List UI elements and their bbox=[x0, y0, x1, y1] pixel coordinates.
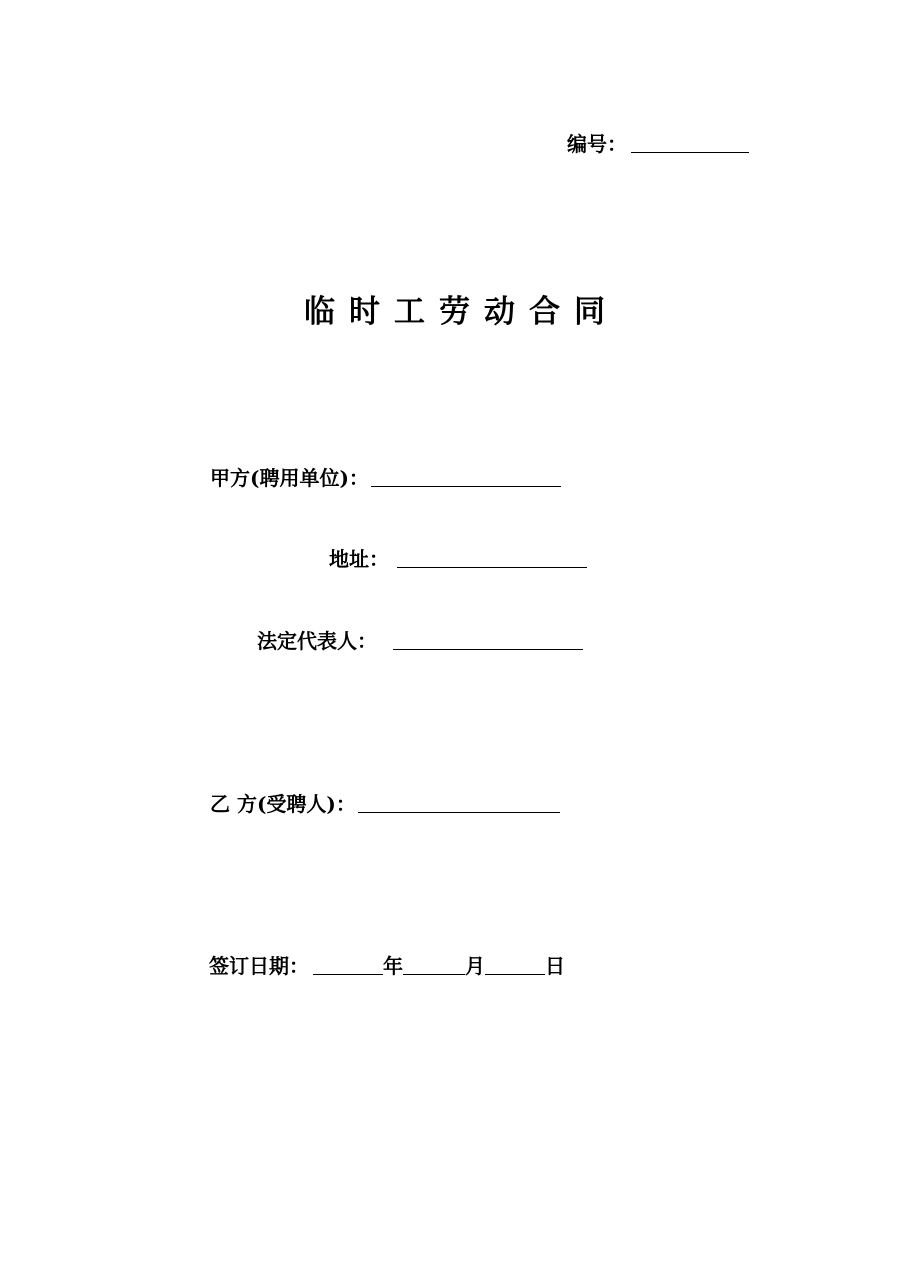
address-field bbox=[329, 547, 587, 571]
legal-rep-field bbox=[257, 629, 583, 653]
party-b-label: 乙 方(受聘人)： bbox=[210, 792, 356, 816]
contract-number-field bbox=[567, 132, 749, 156]
sign-date-field bbox=[209, 954, 565, 978]
legal-rep-blank[interactable] bbox=[393, 629, 583, 650]
party-b-field bbox=[210, 792, 560, 816]
sign-day-blank[interactable] bbox=[485, 954, 545, 975]
sign-year-unit: 年 bbox=[383, 954, 403, 978]
sign-month-blank[interactable] bbox=[403, 954, 465, 975]
legal-rep-label: 法定代表人： bbox=[257, 629, 377, 653]
address-blank[interactable] bbox=[397, 547, 587, 568]
party-a-label: 甲方(聘用单位)： bbox=[210, 466, 369, 490]
address-label: 地址： bbox=[329, 547, 389, 571]
party-a-field bbox=[210, 466, 561, 490]
party-b-blank[interactable] bbox=[358, 792, 560, 813]
document-title: 临时工劳动合同 bbox=[304, 294, 619, 330]
sign-year-blank[interactable] bbox=[313, 954, 383, 975]
sign-day-unit: 日 bbox=[545, 954, 565, 978]
contract-number-label: 编号： bbox=[567, 132, 627, 156]
party-a-blank[interactable] bbox=[371, 466, 561, 487]
sign-date-label: 签订日期： bbox=[209, 954, 309, 978]
sign-month-unit: 月 bbox=[465, 954, 485, 978]
contract-number-blank[interactable] bbox=[631, 132, 749, 153]
